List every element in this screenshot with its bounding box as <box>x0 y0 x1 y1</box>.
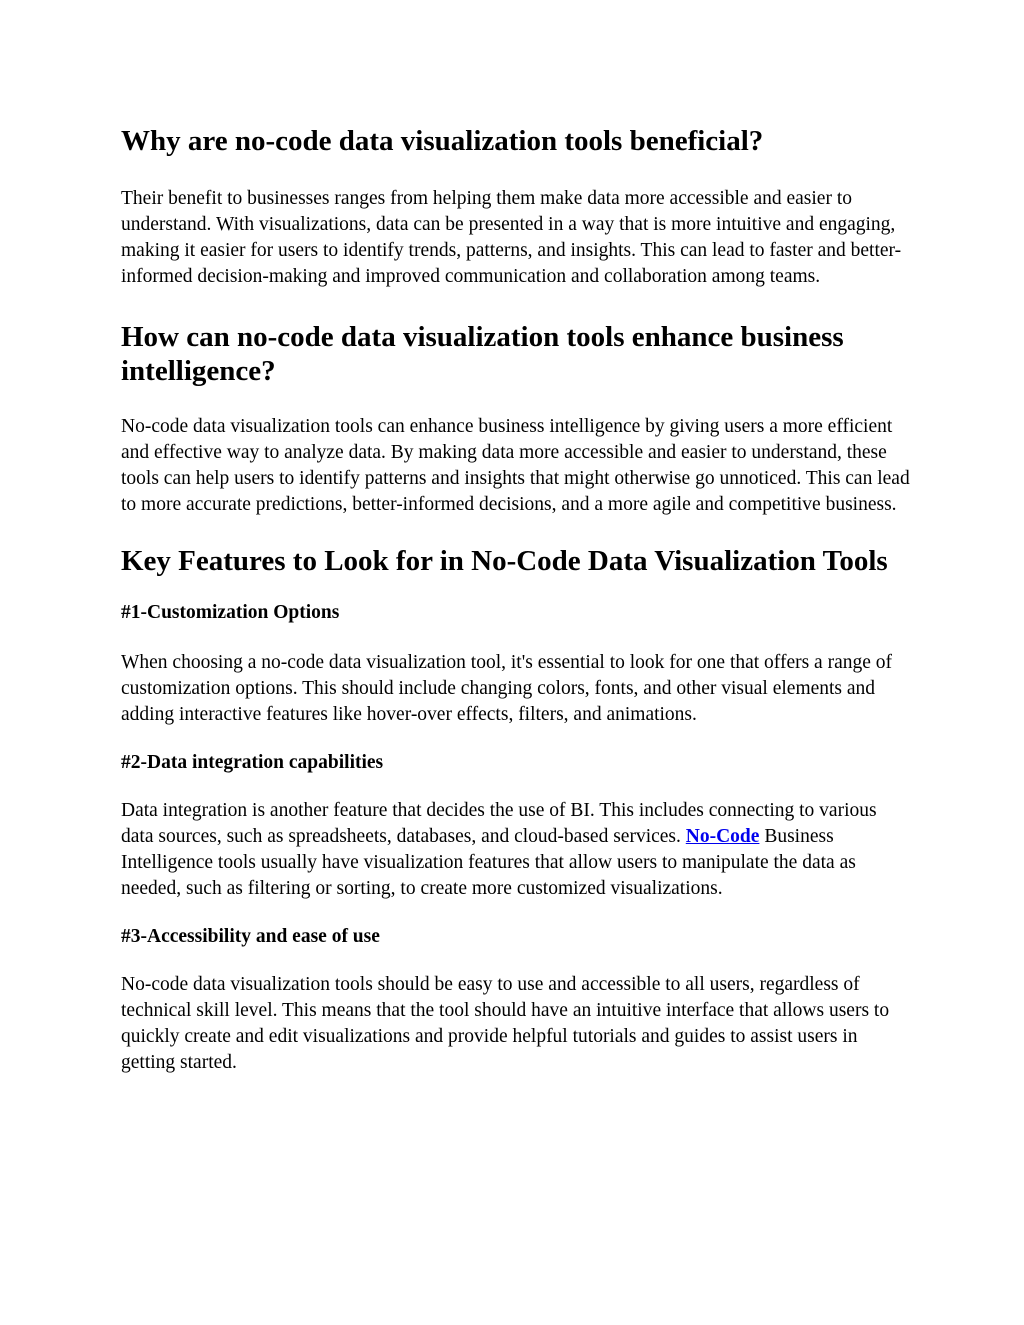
heading-key-features: Key Features to Look for in No-Code Data Visualization Tools <box>121 545 888 577</box>
heading-why-beneficial: Why are no-code data visualization tools beneficial? <box>121 125 764 157</box>
paragraph-data-integration-part2: Business Intelligence tools usually have visualization features that allow users to manipulate the data as needed, such as filtering or sorting, to create more customized visualizations. <box>121 826 856 899</box>
paragraph-data-integration-part1: Data integration is another feature that decides the use of BI. This includes connecting to various data sources, such as spreadsheets, databases, and cloud-based services. <box>121 800 877 847</box>
document-page <box>121 118 911 1076</box>
no-code-link[interactable]: No-Code <box>685 826 760 847</box>
paragraph-accessibility: No-code data visualization tools should be easy to use and accessible to all users, regardless of technical skill level. This means that the tool should have an intuitive interface that allows users to quickly create and edit visualizations and provide helpful tutorials and guides to assist users in getting started. <box>121 974 890 1073</box>
heading-enhance-bi: How can no-code data visualization tools enhance business intelligence? <box>121 321 844 387</box>
subheading-accessibility: #3-Accessibility and ease of use <box>121 926 380 947</box>
paragraph-customization-options: When choosing a no-code data visualization tool, it's essential to look for one that offers a range of customization options. This should include changing colors, fonts, and other visual elements and adding interactive features like hover-over effects, filters, and animations. <box>121 652 893 725</box>
paragraph-why-beneficial: Their benefit to businesses ranges from helping them make data more accessible and easier to understand. With visualizations, data can be presented in a way that is more intuitive and engaging, making it easier for users to identify trends, patterns, and insights. This can lead to faster and better-informed decision-making and improved communication and collaboration among teams. <box>121 188 902 287</box>
paragraph-data-integration <box>121 798 911 902</box>
paragraph-enhance-bi: No-code data visualization tools can enhance business intelligence by giving users a more efficient and effective way to analyze data. By making data more accessible and easier to understand, these tools can help users to identify patterns and insights that might otherwise go unnoticed. This can lead to more accurate predictions, better-informed decisions, and a more agile and competitive business. <box>121 416 910 515</box>
subheading-customization-options: #1-Customization Options <box>121 602 340 623</box>
subheading-data-integration: #2-Data integration capabilities <box>121 752 384 773</box>
